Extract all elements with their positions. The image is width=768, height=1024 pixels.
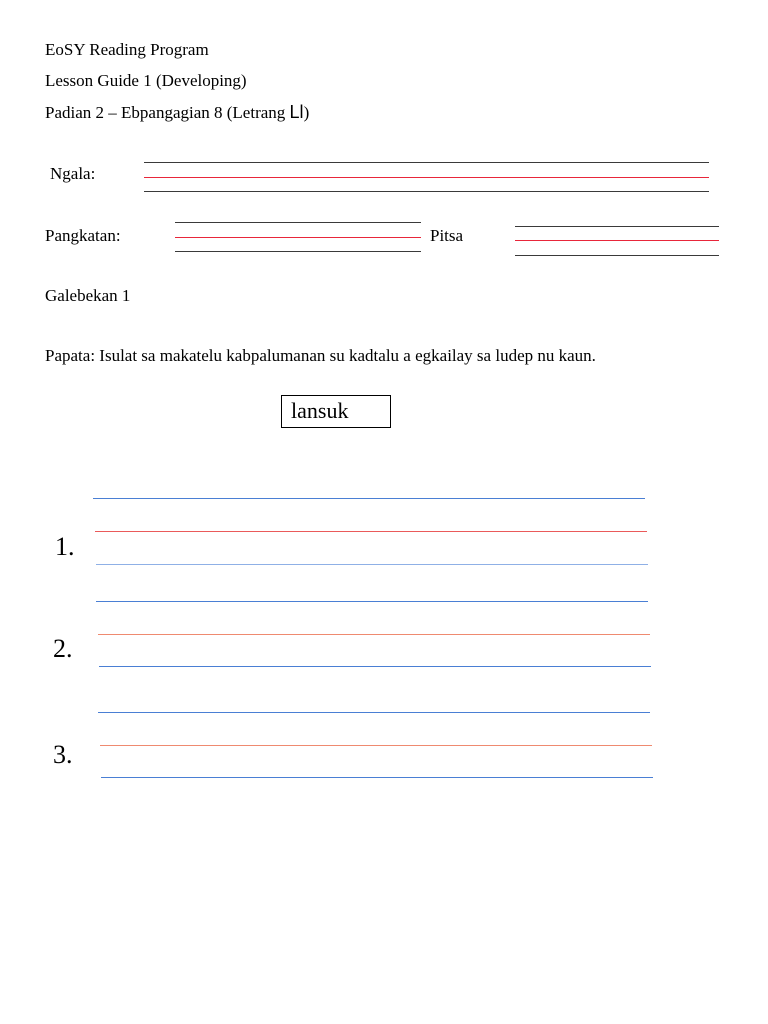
writing-line-top bbox=[93, 498, 645, 499]
program-title: EoSY Reading Program bbox=[45, 40, 209, 59]
date-line-top bbox=[515, 226, 719, 227]
lesson-title: Lesson Guide 1 (Developing) bbox=[45, 71, 247, 90]
name-label: Ngala: bbox=[50, 164, 96, 183]
grade-line-bottom bbox=[175, 251, 421, 252]
grade-line-top bbox=[175, 222, 421, 223]
name-line-top bbox=[144, 162, 709, 163]
writing-line-bottom bbox=[101, 777, 653, 778]
date-label: Pitsa bbox=[430, 226, 464, 245]
writing-line-middle bbox=[95, 531, 647, 532]
item-number-2: 2. bbox=[53, 634, 73, 663]
target-word-box: lansuk bbox=[281, 395, 391, 428]
part-title-letter: Ll bbox=[289, 102, 304, 122]
activity-title: Galebekan 1 bbox=[45, 286, 131, 305]
part-title-suffix: ) bbox=[303, 103, 310, 122]
name-line-middle bbox=[144, 177, 709, 178]
writing-line-middle bbox=[100, 745, 652, 746]
name-line-bottom bbox=[144, 191, 709, 192]
writing-line-bottom bbox=[96, 564, 648, 565]
item-number-3: 3. bbox=[53, 740, 73, 769]
writing-line-middle bbox=[98, 634, 650, 635]
part-title-prefix: Padian 2 – Ebpangagian 8 (Letrang bbox=[45, 103, 290, 122]
grade-line-middle bbox=[175, 237, 421, 238]
grade-label: Pangkatan: bbox=[45, 226, 121, 245]
writing-line-top bbox=[96, 601, 648, 602]
writing-line-bottom bbox=[99, 666, 651, 667]
instructions: Papata: Isulat sa makatelu kabpalumanan su kadtalu a egkailay sa ludep nu kaun. bbox=[45, 346, 596, 365]
date-line-middle bbox=[515, 240, 719, 241]
part-title bbox=[45, 102, 309, 123]
item-number-1: 1. bbox=[55, 532, 75, 561]
date-line-bottom bbox=[515, 255, 719, 256]
writing-line-top bbox=[98, 712, 650, 713]
